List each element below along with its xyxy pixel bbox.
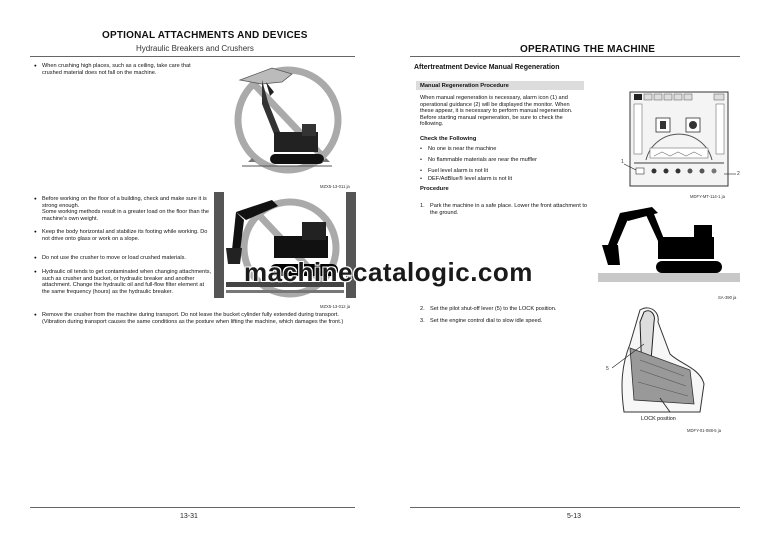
lever-label-5: 5 — [606, 366, 609, 372]
procedure-heading: Procedure — [420, 186, 449, 192]
left-bullet-6: ● Remove the crusher from the machine during transport. Do not leave the bucket cylinder fully extended during transport. (Vibration during transport causes the same conditions as the posture when lifting the machine, which damages the front.) — [34, 312, 364, 325]
right-page-number: 5-13 — [567, 513, 582, 520]
procedure-step: 3. Set the engine control dial to slow idle speed. — [420, 318, 543, 324]
lock-position-label: LOCK position — [641, 416, 676, 422]
section-title: Aftertreatment Device Manual Regeneration — [414, 64, 560, 71]
left-page-title: OPTIONAL ATTACHMENTS AND DEVICES — [102, 30, 308, 41]
left-page-subtitle: Hydraulic Breakers and Crushers — [136, 44, 254, 53]
intro-paragraph: When manual regeneration is necessary, alarm icon (1) and operational guidance (2) will be displayed the monitor. When these appear, it is necessary to perform manual regeneration. Before starting manual regeneration, be sure to check the following. — [420, 95, 573, 128]
pilot-lever-figure — [600, 304, 710, 416]
left-bullet-1: ● When crushing high places, such as a ceiling, take care that crushed material does not fall on the machine. — [34, 63, 212, 76]
left-bullet-4: ● Do not use the crusher to move or load crushed materials. — [34, 255, 212, 262]
right-footer-rule — [410, 507, 740, 508]
right-header-rule — [410, 56, 740, 57]
figure-1-caption: MZX5-13-011 ja — [320, 184, 350, 189]
monitor-label-1: 1 — [621, 159, 624, 165]
left-bullet-5: ● Hydraulic oil tends to get contaminated when changing attachments, such as crusher and bucket, or hydraulic breaker and another attachment. Change the hydraulic oil and full-flow filter element at the same frequency (hours) as the hydraulic breaker. — [34, 269, 212, 295]
figure-2-caption: MZX5-13-012 ja — [320, 304, 351, 309]
check-item: • No one is near the machine — [420, 146, 497, 152]
lever-caption: MDFY-01-088-5 ja — [687, 428, 722, 433]
left-header-rule — [30, 56, 355, 57]
left-bullet-2-line-2: Some working methods result in a greater load on the floor than the machine's own weight. — [42, 209, 209, 222]
check-heading: Check the Following — [420, 136, 477, 142]
check-item: • No flammable materials are near the muffler — [420, 157, 538, 163]
excavator-caption: SA-390 ja — [718, 295, 737, 300]
left-bullet-3: ● Keep the body horizontal and stabilize its footing while working. Do not drive onto glass or work on a slope. — [34, 229, 212, 242]
monitor-caption: MDFY-MT-114-1 ja — [690, 194, 725, 199]
watermark-text: machinecatalogic.com — [244, 257, 533, 287]
check-item: • Fuel level alarm is not lit — [420, 168, 488, 174]
figure-ceiling-crushing — [222, 62, 342, 180]
procedure-step: 1. Park the machine in a safe place. Lower the front attachment to the ground. — [420, 203, 588, 216]
left-bullet-2-line-1: Before working on the floor of a building, check and make sure it is strong enough. — [42, 196, 207, 209]
check-item: • DEF/AdBlue® level alarm is not lit — [420, 176, 513, 182]
left-page-number: 13-31 — [180, 513, 198, 520]
right-page-title: OPERATING THE MACHINE — [520, 44, 656, 55]
left-footer-rule — [30, 507, 355, 508]
monitor-figure — [620, 90, 740, 190]
procedure-step: 2. Set the pilot shut-off lever (5) to the LOCK position. — [420, 306, 557, 312]
subsection-title: Manual Regeneration Procedure — [420, 82, 509, 89]
excavator-silhouette-figure — [596, 205, 742, 285]
left-bullet-2 — [34, 196, 212, 222]
monitor-label-2: 2 — [737, 171, 740, 177]
